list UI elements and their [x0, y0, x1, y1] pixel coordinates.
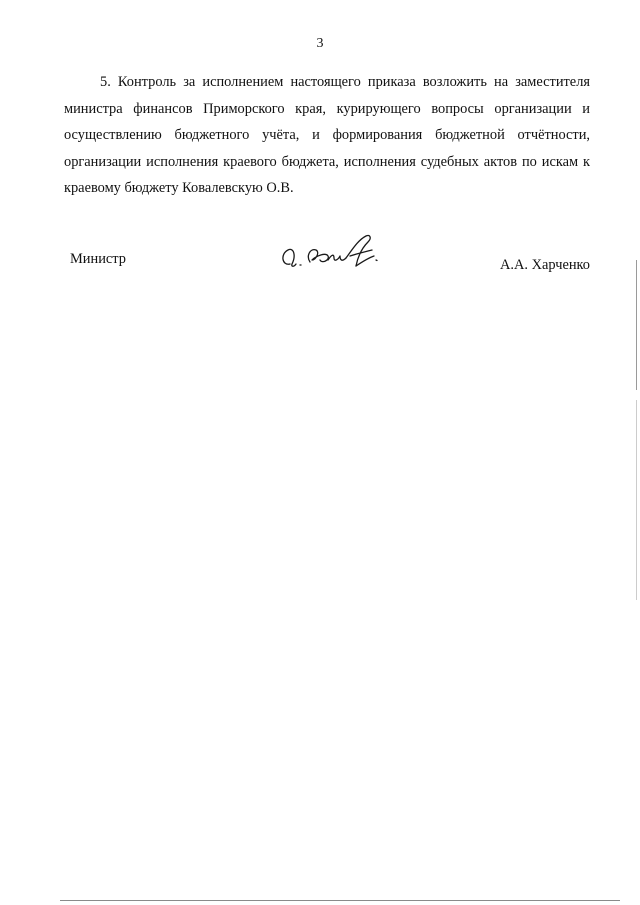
scan-edge-bottom [60, 900, 620, 901]
scan-edge-right [636, 400, 637, 600]
signatory-title: Министр [70, 251, 126, 267]
page-number: 3 [316, 36, 324, 51]
order-paragraph-5: 5. Контроль за исполнением настоящего приказа возложить на заместителя министра финансов Приморского края, курирующего вопросы организации и осуществлению бюджетного учёта, и формирования бюджетной отчётности, организации исполнения краевого бюджета, исполнения судебных актов по искам к краевому бюджету Ковалевскую О.В. [64, 74, 590, 196]
scan-edge-right [636, 260, 637, 390]
signatory-name: А.А. Харченко [500, 257, 590, 273]
handwritten-signature [276, 226, 388, 278]
